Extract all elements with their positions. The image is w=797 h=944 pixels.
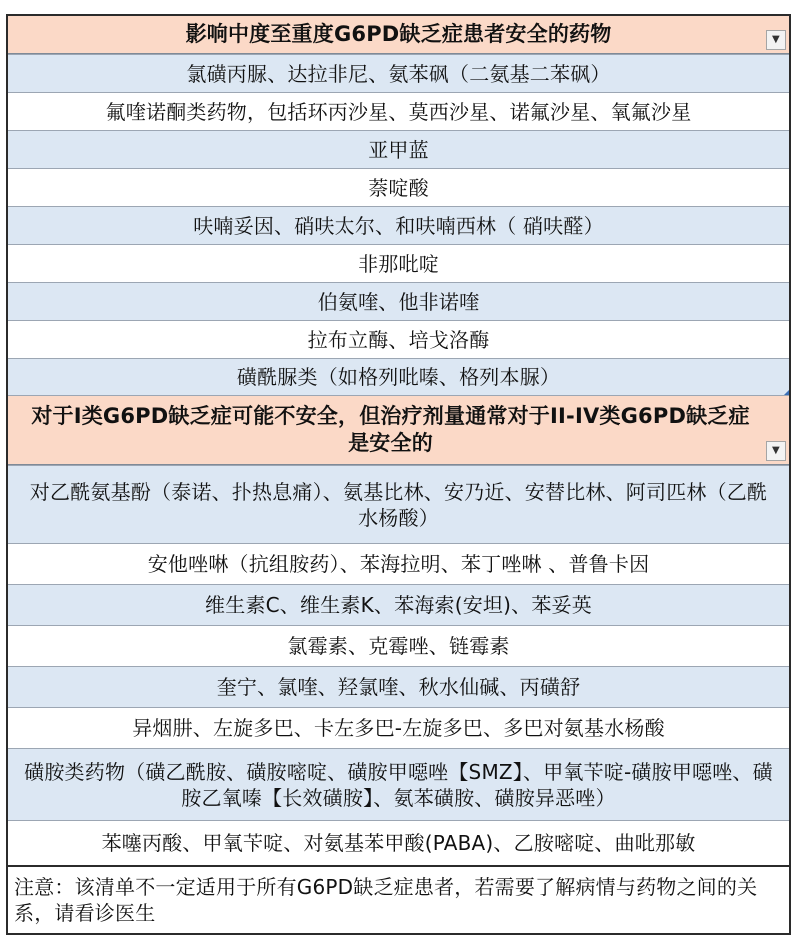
section1-row [8, 358, 789, 395]
section1-row [8, 92, 789, 130]
section2-row-text: 安他唑啉（抗组胺药）、苯海拉明、苯丁唑啉 、普鲁卡因 [147, 552, 650, 576]
section2-row [8, 820, 789, 865]
section2-row [8, 625, 789, 666]
section1-row-text: 亚甲蓝 [368, 137, 429, 162]
section2-row-text: 磺胺类药物（磺乙酰胺、磺胺嘧啶、磺胺甲噁唑【SMZ】、甲氧苄啶-磺胺甲噁唑、磺胺乙氧嗪【长效磺胺】、氨苯磺胺、磺胺异恶唑） [24, 759, 773, 810]
section2-row-text: 氯霉素、克霉唑、链霉素 [287, 634, 510, 658]
section2-row [8, 707, 789, 748]
section2-row [8, 543, 789, 584]
section1-header-label: 影响中度至重度G6PD缺乏症患者安全的药物 [185, 22, 612, 46]
section2-row-text: 异烟肼、左旋多巴、卡左多巴-左旋多巴、多巴对氨基水杨酸 [132, 716, 665, 740]
section1-row [8, 130, 789, 168]
section2-row-text: 苯噻丙酸、甲氧苄啶、对氨基苯甲酸(PABA)、乙胺嘧啶、曲吡那敏 [101, 831, 696, 855]
section1-row-text: 非那吡啶 [358, 251, 439, 276]
section1-row [8, 54, 789, 92]
disclaimer-note-text: 注意：该清单不一定适用于所有G6PD缺乏症患者，若需要了解病情与药物之间的关系，请看诊医生 [14, 875, 758, 925]
drug-safety-table [6, 14, 791, 935]
section2-row [8, 465, 789, 543]
section1-row [8, 244, 789, 282]
section1-row-text: 磺酰脲类（如格列吡嗪、格列本脲） [236, 365, 561, 389]
section1-row-text: 氯磺丙脲、达拉非尼、氨苯砜（二氨基二苯砜） [186, 61, 611, 86]
section1-row-text: 伯氨喹、他非诺喹 [317, 289, 480, 314]
section2-header-label: 对于I类G6PD缺乏症可能不安全，但治疗剂量通常对于II-IV类G6PD缺乏症是安全的 [31, 404, 750, 455]
section1-row-text: 拉布立酶、培戈洛酶 [307, 327, 490, 352]
section2-header [8, 395, 789, 465]
section1-filter-dropdown[interactable] [766, 30, 786, 50]
disclaimer-note [8, 865, 789, 933]
section1-row-text: 萘啶酸 [368, 175, 429, 200]
section1-row [8, 320, 789, 358]
section2-row [8, 584, 789, 625]
section1-row [8, 282, 789, 320]
section2-row-text: 对乙酰氨基酚（泰诺、扑热息痛）、氨基比林、安乃近、安替比林、阿司匹林（乙酰水杨酸） [29, 479, 768, 530]
section2-filter-dropdown[interactable] [766, 441, 786, 461]
section1-row [8, 206, 789, 244]
section1-header [8, 16, 789, 54]
chevron-down-icon: ▼ [772, 34, 780, 45]
chevron-down-icon: ▼ [772, 445, 780, 456]
section2-row [8, 666, 789, 707]
section1-row [8, 168, 789, 206]
section2-row-text: 维生素C、维生素K、苯海索(安坦)、苯妥英 [205, 593, 592, 617]
section2-row-text: 奎宁、氯喹、羟氯喹、秋水仙碱、丙磺舒 [216, 675, 581, 699]
section1-row-text: 呋喃妥因、硝呋太尔、和呋喃西林（ 硝呋醛） [193, 213, 604, 238]
section1-row-text: 氟喹诺酮类药物，包括环丙沙星、莫西沙星、诺氟沙星、氧氟沙星 [105, 99, 692, 124]
section2-row [8, 748, 789, 820]
